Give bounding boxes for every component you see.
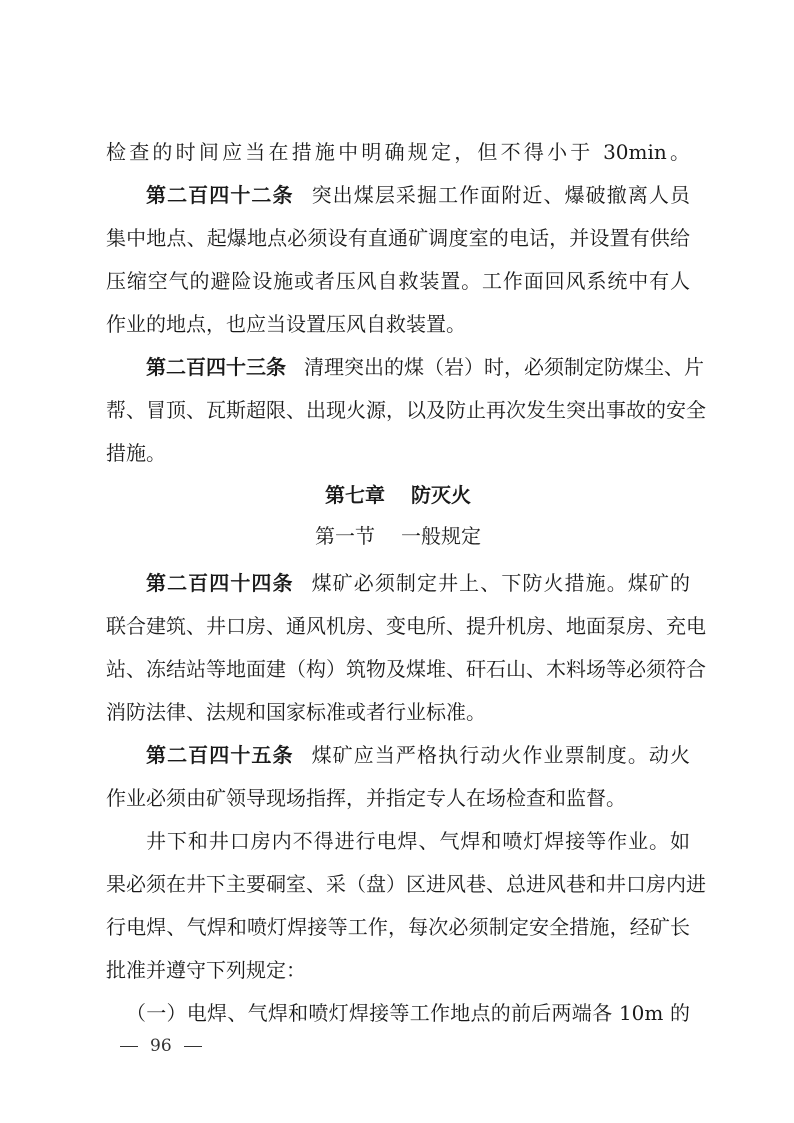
text-span: 站、冻结站等地面建（构）筑物及煤堆、矸石山、木料场等必须符合 [106, 657, 706, 681]
article-number: 第二百四十四条 [146, 571, 294, 595]
section-title: 一般规定 [401, 524, 481, 548]
text-span: 压缩空气的避险设施或者压风自救装置。工作面回风系统中有人 [106, 269, 690, 293]
article-243-line-1 [146, 355, 704, 379]
text-span: 消防法律、法规和国家标准或者行业标准。 [106, 700, 486, 724]
section-number: 第一节 [315, 524, 375, 548]
page-footer [120, 1036, 202, 1056]
text-span: 突出煤层采掘工作面附近、爆破撤离人员 [311, 183, 691, 207]
chapter-number: 第七章 [325, 483, 385, 507]
list-item-1 [126, 1001, 690, 1025]
article-245-line-2 [106, 786, 690, 810]
article-245-line-1 [146, 743, 690, 767]
chapter-title: 防灭火 [411, 483, 471, 507]
article-244-line-3 [106, 657, 706, 681]
text-span: 检查的时间应当在措施中明确规定，但不得小于 30min。 [106, 140, 690, 164]
paragraph-line-3 [106, 915, 690, 939]
text-span: 煤矿必须制定井上、下防火措施。煤矿的 [311, 571, 691, 595]
article-244-line-1 [146, 571, 690, 595]
article-242-line-2 [106, 226, 690, 250]
section-heading [106, 524, 690, 548]
text-span: 果必须在井下主要硐室、采（盘）区进风巷、总进风巷和井口房内进 [106, 872, 706, 896]
text-span: 作业的地点，也应当设置压风自救装置。 [106, 312, 466, 336]
text-span: 联合建筑、井口房、通风机房、变电所、提升机房、地面泵房、充电 [106, 614, 706, 638]
text-span: 煤矿应当严格执行动火作业票制度。动火 [311, 743, 691, 767]
article-244-line-4 [106, 700, 690, 724]
article-number: 第二百四十二条 [146, 183, 294, 207]
article-244-line-2 [106, 614, 706, 638]
text-span: 措施。 [106, 441, 166, 465]
paragraph-line-1 [146, 829, 690, 853]
text-span: 帮、冒顶、瓦斯超限、出现火源，以及防止再次发生突出事故的安全 [106, 398, 706, 422]
footer-dash-right [184, 1046, 202, 1047]
text-span: 井下和井口房内不得进行电焊、气焊和喷灯焊接等作业。如 [146, 829, 690, 853]
text-span: 作业必须由矿领导现场指挥，并指定专人在场检查和监督。 [106, 786, 626, 810]
text-line [106, 140, 690, 164]
article-242-line-4 [106, 312, 690, 336]
chapter-heading [106, 483, 690, 507]
article-243-line-3 [106, 441, 690, 465]
text-span: 行电焊、气焊和喷灯焊接等工作，每次必须制定安全措施，经矿长 [106, 915, 690, 939]
article-243-line-2 [106, 398, 706, 422]
article-242-line-1 [146, 183, 690, 207]
paragraph-line-4 [106, 958, 690, 982]
text-span: （一）电焊、气焊和喷灯焊接等工作地点的前后两端各 10m 的 [126, 1001, 690, 1025]
page-number: 96 [150, 1036, 172, 1056]
paragraph-line-2 [106, 872, 706, 896]
text-span: 批准并遵守下列规定： [106, 958, 306, 982]
text-span: 集中地点、起爆地点必须设有直通矿调度室的电话，并设置有供给 [106, 226, 690, 250]
article-242-line-3 [106, 269, 690, 293]
footer-dash-left [120, 1046, 138, 1047]
article-number: 第二百四十五条 [146, 743, 294, 767]
text-span: 清理突出的煤（岩）时，必须制定防煤尘、片 [304, 355, 704, 379]
article-number: 第二百四十三条 [146, 355, 286, 379]
